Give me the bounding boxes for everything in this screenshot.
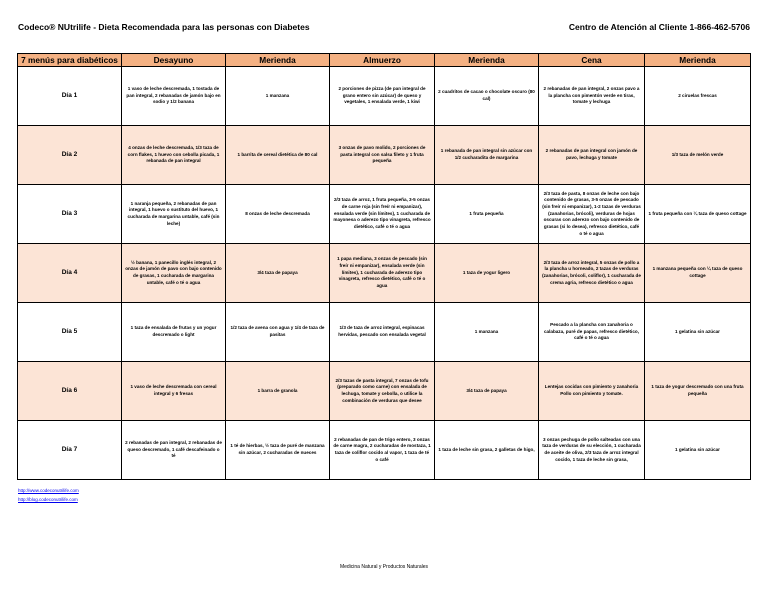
column-header-merienda-2: Merienda (435, 54, 539, 67)
day-label: Día 3 (18, 185, 122, 244)
meal-cell-merienda-2: 2 cuadritos de cacao o chocolate oscuro (80 cal) (435, 67, 539, 126)
meal-cell-merienda-2: 1 taza de leche sin grasa, 2 galletas de higo, (435, 421, 539, 480)
table-row (18, 185, 751, 244)
meal-cell-cena: 2/3 taza de pasta, 8 onzas de leche con bajo contenido de grasas, 3-5 onzas de pescado (sin freír ni empanizar), 1-2 tazas de verduras (zanahorias, brócoli), verduras de hojas oscuras con aderezo con bajo contenido de grasas (si lo desea), refresco dietético, café o té o agua (539, 185, 645, 244)
meal-cell-cena: 2 rebanadas de pan integral, 2 onzas pavo a la plancha con pimentón verde en tiras, tomate y lechuga (539, 67, 645, 126)
table-row (18, 67, 751, 126)
blog-link[interactable]: http://blog.codeconutrilife.com (18, 496, 78, 502)
day-label: Día 5 (18, 303, 122, 362)
day-label: Día 4 (18, 244, 122, 303)
meal-cell-merienda-2: 3/4 taza de papaya (435, 362, 539, 421)
meal-cell-desayuno: 4 onzas de leche descremada, 1/3 taza de corn flakes, 1 huevo con cebolla picada, 1 rebanada de pan integral (122, 126, 226, 185)
day-label: Día 1 (18, 67, 122, 126)
meal-cell-almuerzo: 2/3 tazas de pasta integral, 7 onzas de tofu (preparado como carne) con ensalada de lechuga, tomate y cebolla, o utilice la combinación de verduras que desee (330, 362, 435, 421)
meal-cell-merienda-1: 1 té de hierbas, ½ taza de puré de manzana sin azúcar, 2 cucharadas de nueces (226, 421, 330, 480)
meal-cell-cena: Lentejas cocidas con pimiento y zanahoria Pollo con pimiento y tomate. (539, 362, 645, 421)
page-footer: Medicina Natural y Productos Naturales (339, 564, 429, 570)
table-row (18, 126, 751, 185)
meal-cell-cena: 3 onzas pechuga de pollo salteadas con una taza de verduras de su elección, 1 cucharada de aceite de oliva, 2/3 taza de arroz integral cocido, 1 taza de leche sin grasa, (539, 421, 645, 480)
meal-cell-desayuno: 1 vaso de leche descremada con cereal integral y 6 fresas (122, 362, 226, 421)
meal-cell-merienda-3: 1/3 taza de melón verde (645, 126, 751, 185)
day-label: Día 7 (18, 421, 122, 480)
meal-cell-merienda-3: 1 gelatina sin azúcar (645, 421, 751, 480)
document-title: Codeco® NUtrilife - Dieta Recomendada para las personas con Diabetes (18, 22, 310, 32)
day-label: Día 6 (18, 362, 122, 421)
meal-cell-merienda-3: 1 manzana pequeña con ¼ taza de queso cottage (645, 244, 751, 303)
meal-cell-desayuno: 1 taza de ensalada de frutas y un yogur descremado o light (122, 303, 226, 362)
column-header-merienda-3: Merienda (645, 54, 751, 67)
meal-cell-merienda-3: 1 fruta pequeña con ¼ taza de queso cottage (645, 185, 751, 244)
customer-service-phone: Centro de Atención al Cliente 1-866-462-5706 (568, 22, 750, 32)
meal-cell-desayuno: 2 rebanadas de pan integral, 2 rebanadas de queso descremado, 1 café descafeinado o té (122, 421, 226, 480)
meal-cell-merienda-3: 1 gelatina sin azúcar (645, 303, 751, 362)
meal-cell-merienda-1: 1 barra de granola (226, 362, 330, 421)
column-header-cena: Cena (539, 54, 645, 67)
meal-cell-merienda-1: 1/2 taza de avena con agua y 1/4 de taza de pasitas (226, 303, 330, 362)
column-header-merienda-1: Merienda (226, 54, 330, 67)
meal-cell-almuerzo: 1 papa mediana, 3 onzas de pescado (sin freír ni empanizar), ensalada verde (sin límites), 1 cucharada de aderezo tipo vinagreta, refresco dietético, café o té o agua (330, 244, 435, 303)
meal-cell-almuerzo: 2/3 taza de arroz, 1 fruta pequeña, 3-5 onzas de carne roja (sin freír ni empanizar), ensalada verde (sin límites), 1 cucharada de mayonesa o aderezo tipo vinagreta, refresco dietético, café o té o agua (330, 185, 435, 244)
meal-cell-merienda-1: 8 onzas de leche descremada (226, 185, 330, 244)
column-header-menus: 7 menús para diabéticos (18, 54, 122, 67)
meal-cell-merienda-2: 1 taza de yogur ligero (435, 244, 539, 303)
table-row (18, 244, 751, 303)
meal-cell-desayuno: 1 vaso de leche descremada, 1 tostada de pan integral, 2 rebanadas de jamón bajo en sodio y 1/2 banana (122, 67, 226, 126)
meal-cell-merienda-3: 1 taza de yogur descremado con una fruta pequeña (645, 362, 751, 421)
column-header-desayuno: Desayuno (122, 54, 226, 67)
meal-cell-cena: 2/3 taza de arroz integral, 5 onzas de pollo a la plancha u horneado, 2 tazas de verduras (zanahorias, brócoli, coliflor), 1 cucharada de crema agria, refresco dietético o agua (539, 244, 645, 303)
meal-cell-almuerzo: 2 porciones de pizza (de pan integral de grano entero sin azúcar) de queso y vegetales, 1 ensalada verde, 1 kiwi (330, 67, 435, 126)
meal-cell-almuerzo: 2 rebanadas de pan de trigo entero, 3 onzas de carne magra, 2 cucharadas de mostaza, 1 taza de coliflor cocido al vapor, 1 taza de té o café (330, 421, 435, 480)
website-link[interactable]: http://www.codeconutrilife.com (18, 488, 79, 493)
meal-cell-merienda-1: 1 barrita de cereal dietética de 80 cal (226, 126, 330, 185)
meal-cell-cena: 2 rebanadas de pan integral con jamón de pavo, lechuga y tomate (539, 126, 645, 185)
meal-cell-desayuno: 1 naranja pequeña, 2 rebanadas de pan integral, 1 huevo o sustituto del huevo, 1 cucharada de margarina untable, café (sin leche) (122, 185, 226, 244)
meal-cell-merienda-1: 1 manzana (226, 67, 330, 126)
meal-cell-almuerzo: 3 onzas de pavo molido, 2 porciones de pasta integral con salsa fileto y 1 fruta pequeña (330, 126, 435, 185)
table-row (18, 362, 751, 421)
diet-menu-table (17, 53, 751, 480)
meal-cell-almuerzo: 1/3 de taza de arroz integral, espinacas hervidas, pescado con ensalada vegetal (330, 303, 435, 362)
meal-cell-merienda-2: 1 fruta pequeña (435, 185, 539, 244)
table-header-row (18, 54, 751, 67)
meal-cell-desayuno: ½ banana, 1 panecillo inglés integral, 2 onzas de jamón de pavo con bajo contenido de grasas, 1 cucharada de margarina untable, café o té o agua (122, 244, 226, 303)
day-label: Día 2 (18, 126, 122, 185)
meal-cell-merienda-1: 3/4 taza de papaya (226, 244, 330, 303)
meal-cell-merienda-2: 1 rebanada de pan integral sin azúcar con 1/2 cucharadita de margarina (435, 126, 539, 185)
table-row (18, 421, 751, 480)
meal-cell-merienda-2: 1 manzana (435, 303, 539, 362)
column-header-almuerzo: Almuerzo (330, 54, 435, 67)
links-block (18, 487, 79, 504)
meal-cell-cena: Pescado a la plancha con zanahoria o calabaza, puré de papas, refresco dietético, café o té o agua (539, 303, 645, 362)
table-row (18, 303, 751, 362)
meal-cell-merienda-3: 2 ciruelas frescas (645, 67, 751, 126)
